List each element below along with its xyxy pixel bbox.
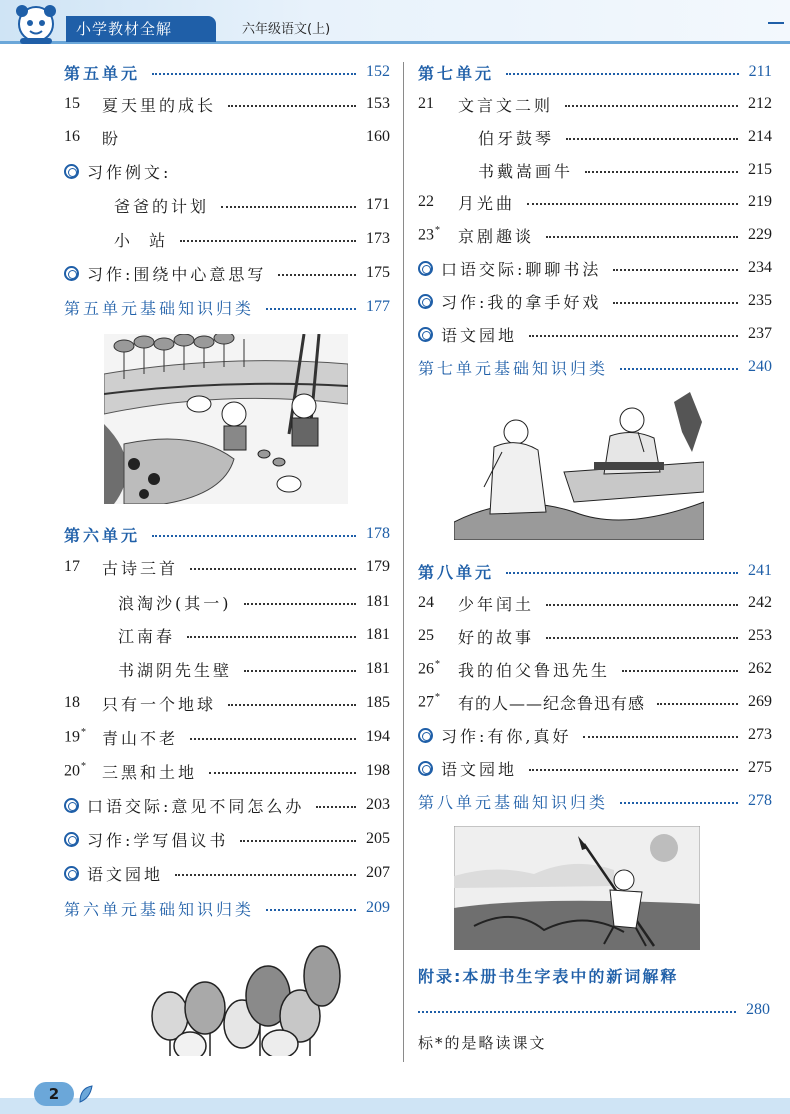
- toc-summary-7[interactable]: [418, 353, 772, 381]
- double-circle-icon: [64, 266, 79, 281]
- children-garden-illustration: [104, 334, 348, 504]
- double-circle-icon: [418, 261, 433, 276]
- double-circle-icon: [418, 761, 433, 776]
- page-number: 240: [748, 358, 772, 375]
- page-number: 214: [748, 128, 772, 145]
- leader-dots: [418, 1011, 736, 1013]
- appendix-page-row[interactable]: [418, 996, 770, 1024]
- page-number: 242: [748, 594, 772, 611]
- header-dash: [768, 22, 784, 24]
- toc-lesson-21[interactable]: [418, 90, 772, 118]
- lesson-number: 17: [64, 558, 80, 575]
- lesson-number: 27: [418, 693, 434, 711]
- leader-dots: [622, 670, 738, 672]
- special-title: 习作:有你,真好: [441, 726, 572, 746]
- leader-dots: [585, 171, 738, 173]
- leader-dots: [175, 874, 356, 876]
- leader-dots: [228, 105, 356, 107]
- example-title: 爸爸的计划: [114, 196, 210, 216]
- special-title: 习作:我的拿手好戏: [441, 292, 602, 312]
- lesson-number: 25: [418, 627, 434, 644]
- lesson-title: 三黑和土地: [102, 762, 198, 782]
- page-number: 280: [746, 1001, 770, 1018]
- toc-writing-7[interactable]: [418, 287, 772, 315]
- toc-lesson-20[interactable]: [64, 757, 390, 785]
- double-circle-icon: [64, 832, 79, 847]
- lesson-number: 15: [64, 95, 80, 112]
- leaf-icon: [78, 1084, 94, 1104]
- toc-example-1[interactable]: [114, 191, 390, 219]
- column-divider: [403, 62, 404, 1062]
- toc-lesson-24[interactable]: [418, 589, 772, 617]
- skim-reading-star: *: [435, 692, 440, 704]
- lesson-title: 盼: [102, 128, 122, 148]
- toc-lesson-23[interactable]: [418, 221, 772, 249]
- leader-dots: [266, 909, 356, 911]
- page-number: 198: [366, 762, 390, 779]
- page-number: 235: [748, 292, 772, 309]
- leader-dots: [316, 806, 356, 808]
- unit-title: 第七单元: [418, 63, 495, 83]
- toc-poem-2[interactable]: [118, 621, 390, 649]
- toc-writing-6[interactable]: [64, 825, 390, 853]
- skim-reading-star: *: [81, 727, 86, 739]
- book-title: 小学教材全解: [66, 16, 216, 42]
- unit-title: 第八单元: [418, 562, 495, 582]
- mascot-logo-icon: [6, 2, 68, 46]
- example-label: 习作例文:: [87, 162, 172, 182]
- lesson-number: 22: [418, 193, 434, 210]
- page-number: 212: [748, 95, 772, 112]
- toc-writing-8[interactable]: [418, 721, 772, 749]
- leader-dots: [209, 772, 356, 774]
- toc-poem-3[interactable]: [118, 655, 390, 683]
- page-number: 177: [366, 298, 390, 315]
- toc-poem-1[interactable]: [118, 588, 390, 616]
- skim-reading-note: 标*的是略读课文: [418, 1034, 547, 1052]
- leader-dots: [529, 769, 738, 771]
- toc-lesson-17[interactable]: [64, 553, 390, 581]
- leader-dots: [565, 105, 738, 107]
- summary-title: 第六单元基础知识归类: [64, 899, 255, 919]
- toc-garden-6[interactable]: [64, 859, 390, 887]
- lesson-title: 月光曲: [458, 193, 516, 213]
- page-number: 179: [366, 558, 390, 575]
- leader-dots: [613, 269, 738, 271]
- leader-dots: [657, 703, 738, 705]
- writing-title: 习作:围绕中心意思写: [87, 264, 267, 284]
- page-number: 273: [748, 726, 772, 743]
- double-circle-icon: [418, 728, 433, 743]
- special-title: 语文园地: [441, 759, 518, 779]
- summary-title: 第八单元基础知识归类: [418, 792, 609, 812]
- lesson-title: 青山不老: [102, 728, 179, 748]
- toc-lesson-18[interactable]: [64, 689, 390, 717]
- leader-dots: [583, 736, 738, 738]
- double-circle-icon: [64, 866, 79, 881]
- page-number: 160: [366, 128, 390, 145]
- page-number: 253: [748, 627, 772, 644]
- leader-dots: [566, 138, 738, 140]
- lesson-number: 23: [418, 226, 434, 244]
- lesson-title: 少年闰土: [458, 594, 535, 614]
- page-number: 178: [366, 525, 390, 542]
- footer-band: [0, 1098, 790, 1114]
- toc-unit-8[interactable]: [418, 557, 772, 585]
- leader-dots: [620, 368, 738, 370]
- page-number: 229: [748, 226, 772, 243]
- page-footer: [0, 1078, 790, 1114]
- lesson-title: 有的人——纪念鲁迅有感: [458, 693, 646, 713]
- page-number: 171: [366, 196, 390, 213]
- toc-unit-7[interactable]: [418, 58, 772, 86]
- page-number: 175: [366, 264, 390, 281]
- page-number: 275: [748, 759, 772, 776]
- lesson-title: 我的伯父鲁迅先生: [458, 660, 611, 680]
- toc-garden-7[interactable]: [418, 320, 772, 348]
- lesson-title: 京剧趣谈: [458, 226, 535, 246]
- lesson-number: 21: [418, 95, 434, 112]
- lesson-number: 26: [418, 660, 434, 678]
- leader-dots: [240, 840, 356, 842]
- toc-unit-6[interactable]: [64, 520, 390, 548]
- toc-lesson-19[interactable]: [64, 723, 390, 751]
- sub-title: 书戴嵩画牛: [478, 161, 574, 181]
- page-number: 194: [366, 728, 390, 745]
- page-number: 173: [366, 230, 390, 247]
- toc-summary-5[interactable]: [64, 293, 390, 321]
- special-title: 口语交际:意见不同怎么办: [87, 796, 305, 816]
- leader-dots: [244, 670, 356, 672]
- page-number: 153: [366, 95, 390, 112]
- toc-lesson-15[interactable]: [64, 90, 390, 118]
- toc-lesson-25[interactable]: [418, 622, 772, 650]
- leader-dots: [266, 308, 356, 310]
- grade-subject: 六年级语文(上): [242, 22, 331, 37]
- page-number: 278: [748, 792, 772, 809]
- double-circle-icon: [64, 164, 79, 179]
- page-number: 234: [748, 259, 772, 276]
- skim-reading-star: *: [81, 761, 86, 773]
- toc-example-label: [64, 157, 390, 185]
- page-number: 215: [748, 161, 772, 178]
- page-number: 211: [748, 63, 772, 80]
- lesson-number: 20: [64, 762, 80, 780]
- page-number: 181: [366, 626, 390, 643]
- lesson-title: 好的故事: [458, 627, 535, 647]
- leader-dots: [190, 738, 356, 740]
- poem-title: 江南春: [118, 626, 176, 646]
- toc-oral-6[interactable]: [64, 791, 390, 819]
- leader-dots: [527, 203, 738, 205]
- leader-dots: [180, 240, 356, 242]
- lesson-title: 夏天里的成长: [102, 95, 217, 115]
- toc-summary-6[interactable]: [64, 894, 390, 922]
- toc-lesson-26[interactable]: [418, 655, 772, 683]
- leader-dots: [506, 73, 739, 75]
- leader-dots: [152, 535, 356, 537]
- page-number: 207: [366, 864, 390, 881]
- leader-dots: [546, 604, 738, 606]
- double-circle-icon: [418, 294, 433, 309]
- skim-reading-star: *: [435, 659, 440, 671]
- leader-dots: [244, 603, 357, 605]
- leader-space: [133, 139, 356, 140]
- lesson-number: 18: [64, 694, 80, 711]
- page-number: 209: [366, 899, 390, 916]
- sub-title: 伯牙鼓琴: [478, 128, 555, 148]
- page-number: 269: [748, 693, 772, 710]
- lesson-number: 16: [64, 128, 80, 145]
- toc-summary-8[interactable]: [418, 787, 772, 815]
- poem-title: 书湖阴先生壁: [118, 660, 233, 680]
- special-title: 口语交际:聊聊书法: [441, 259, 602, 279]
- page-number: 181: [366, 593, 390, 610]
- leader-dots: [613, 302, 738, 304]
- leader-dots: [228, 704, 356, 706]
- leader-dots: [529, 335, 738, 337]
- page-number: 219: [748, 193, 772, 210]
- page-number: 203: [366, 796, 390, 813]
- summary-title: 第五单元基础知识归类: [64, 298, 255, 318]
- page-header: [0, 0, 790, 46]
- lesson-number: 24: [418, 594, 434, 611]
- runtu-spear-illustration: [454, 826, 700, 950]
- leader-dots: [546, 236, 738, 238]
- leader-dots: [506, 572, 738, 574]
- page-number: 181: [366, 660, 390, 677]
- trees-illustration: [150, 936, 346, 1056]
- lesson-title: 文言文二则: [458, 95, 554, 115]
- unit-title: 第五单元: [64, 63, 141, 83]
- summary-title: 第七单元基础知识归类: [418, 358, 609, 378]
- example-title: 小 站: [114, 230, 169, 250]
- toc-garden-8[interactable]: [418, 754, 772, 782]
- scholars-guqin-illustration: [454, 392, 704, 540]
- leader-dots: [190, 568, 356, 570]
- toc-lesson-22[interactable]: [418, 188, 772, 216]
- page-number: 241: [748, 562, 772, 579]
- special-title: 语文园地: [87, 864, 164, 884]
- leader-dots: [620, 802, 738, 804]
- toc-lesson-27[interactable]: [418, 688, 772, 716]
- special-title: 习作:学写倡议书: [87, 830, 229, 850]
- page-number: 262: [748, 660, 772, 677]
- appendix-title[interactable]: 附录:本册书生字表中的新词解释: [418, 967, 679, 986]
- leader-dots: [546, 637, 738, 639]
- double-circle-icon: [64, 798, 79, 813]
- toc-lesson-16[interactable]: [64, 123, 390, 151]
- lesson-title: 古诗三首: [102, 558, 179, 578]
- double-circle-icon: [418, 327, 433, 342]
- lesson-number: 19: [64, 728, 80, 746]
- toc-sub-2[interactable]: [478, 156, 772, 184]
- leader-dots: [152, 73, 356, 75]
- unit-title: 第六单元: [64, 525, 141, 545]
- toc-example-2[interactable]: [114, 225, 390, 253]
- page-number: 152: [366, 63, 390, 80]
- page-number-badge: 2: [34, 1082, 74, 1106]
- page-number: 185: [366, 694, 390, 711]
- poem-title: 浪淘沙(其一): [118, 593, 232, 613]
- skim-reading-star: *: [435, 225, 440, 237]
- toc-unit-5[interactable]: [64, 58, 390, 86]
- leader-dots: [221, 206, 356, 208]
- toc-writing-5[interactable]: [64, 259, 390, 287]
- page-number: 237: [748, 325, 772, 342]
- leader-dots: [187, 636, 356, 638]
- toc-sub-1[interactable]: [478, 123, 772, 151]
- leader-dots: [278, 274, 356, 276]
- special-title: 语文园地: [441, 325, 518, 345]
- lesson-title: 只有一个地球: [102, 694, 217, 714]
- page-number: 205: [366, 830, 390, 847]
- toc-oral-7[interactable]: [418, 254, 772, 282]
